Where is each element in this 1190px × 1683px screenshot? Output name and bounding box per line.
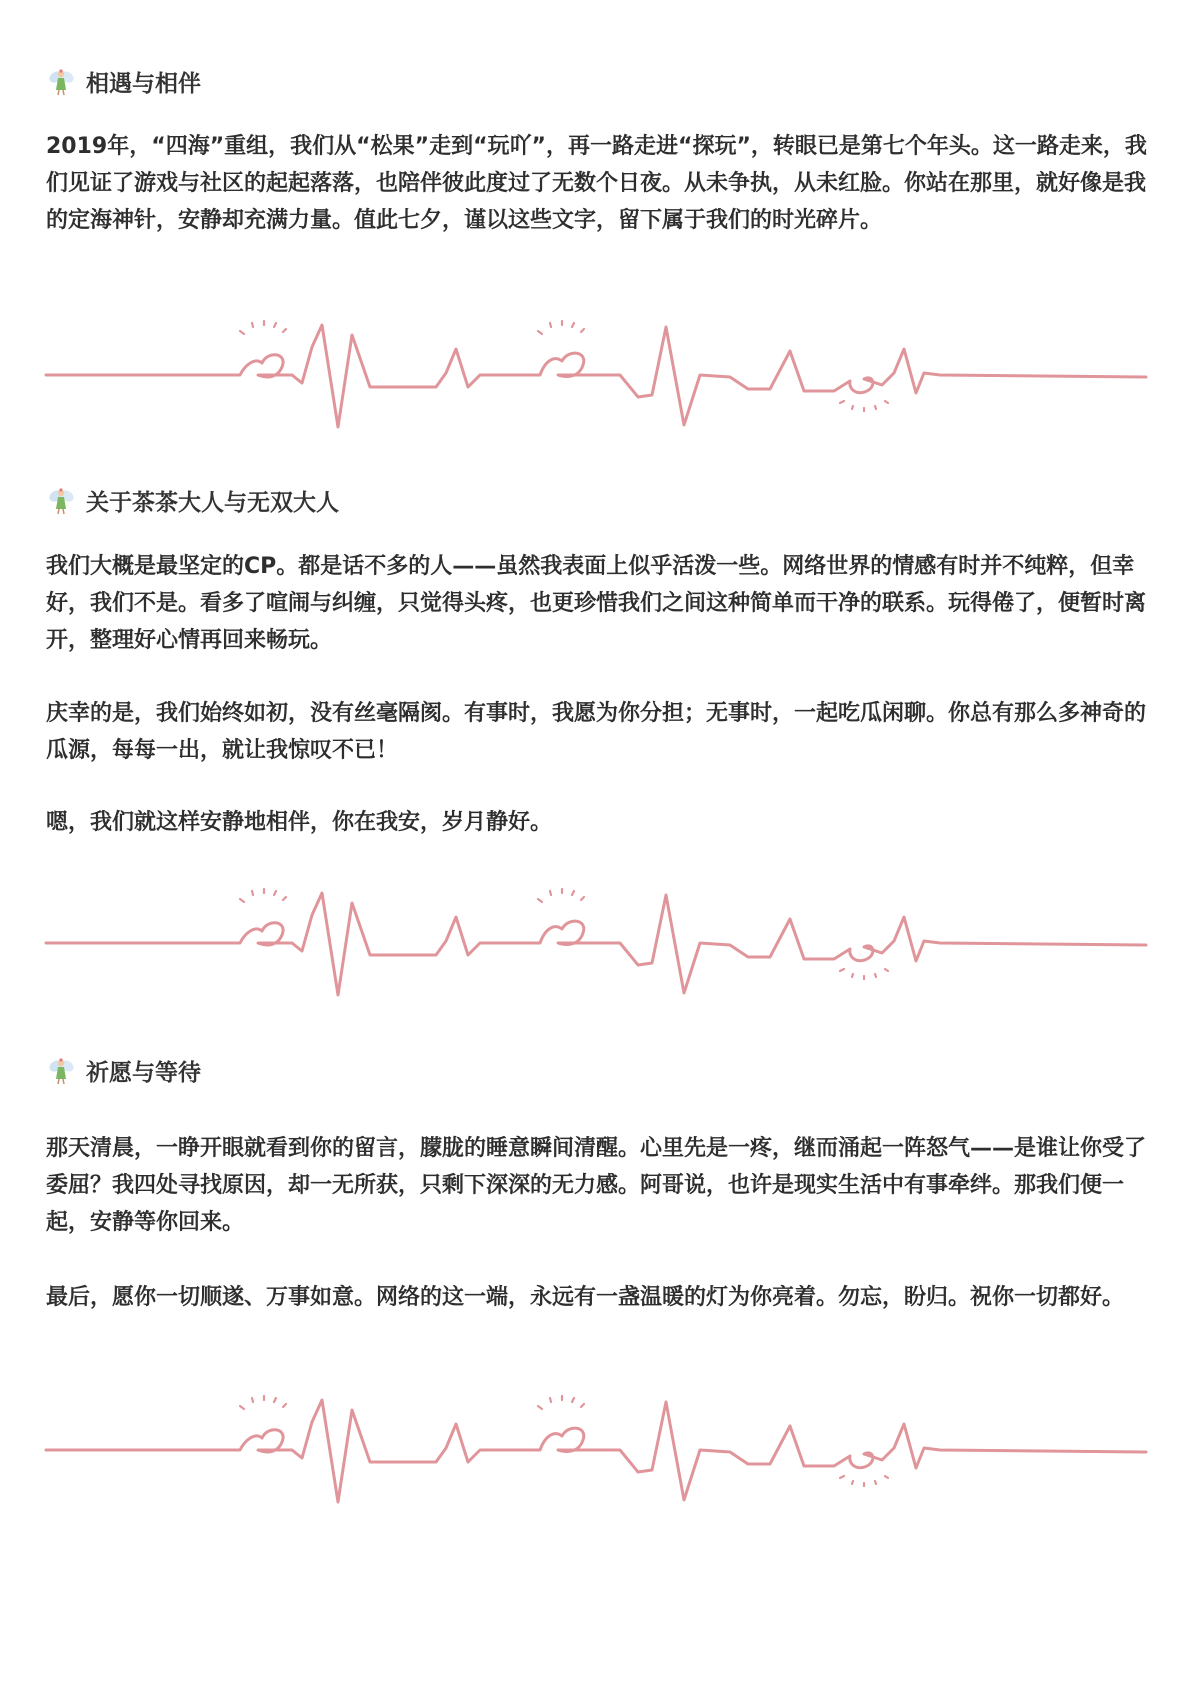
section-paragraph: 我们大概是最坚定的CP。都是话不多的人——虽然我表面上似乎活泼一些。网络世界的情感有时并不纯粹，但幸好，我们不是。看多了喧闹与纠缠，只觉得头疼，也更珍惜我们之间这种简单而干净的联系。玩得倦了，便暂时离开，整理好心情再回来畅玩。 [46, 554, 1147, 653]
section-heading [46, 483, 339, 517]
section-paragraph: 嗯，我们就这样安静地相伴，你在我安，岁月静好。 [46, 810, 553, 835]
section-paragraph: 2019年，“四海”重组，我们从“松果”走到“玩吖”，再一路走进“探玩”，转眼已是第七个年头。这一路走来，我们见证了游戏与社区的起起落落，也陪伴彼此度过了无数个日夜。从未争执，从未红脸。你站在那里，就好像是我的定海神针，安静却充满力量。值此七夕，谨以这些文字，留下属于我们的时光碎片。 [46, 134, 1147, 233]
heartbeat-divider [40, 1380, 1152, 1510]
section-title: 祈愿与等待 [86, 1059, 201, 1086]
section-title: 关于茶茶大人与无双大人 [86, 489, 339, 516]
heartbeat-divider [40, 305, 1152, 435]
fairy-icon [46, 485, 76, 515]
fairy-icon [46, 1055, 76, 1085]
section-paragraph: 庆幸的是，我们始终如初，没有丝毫隔阂。有事时，我愿为你分担；无事时，一起吃瓜闲聊。你总有那么多神奇的瓜源，每每一出，就让我惊叹不已！ [46, 701, 1147, 763]
section-paragraph: 那天清晨，一睁开眼就看到你的留言，朦胧的睡意瞬间清醒。心里先是一疼，继而涌起一阵怒气——是谁让你受了委屈？我四处寻找原因，却一无所获，只剩下深深的无力感。阿哥说，也许是现实生活中有事牵绊。那我们便一起，安静等你回来。 [46, 1136, 1147, 1235]
section-heading [46, 1053, 201, 1087]
fairy-icon [46, 66, 76, 96]
section-paragraph: 最后，愿你一切顺遂、万事如意。网络的这一端，永远有一盏温暖的灯为你亮着。勿忘，盼归。祝你一切都好。 [46, 1285, 1125, 1310]
heartbeat-divider [40, 873, 1152, 1003]
section-heading [46, 64, 201, 98]
section-title: 相遇与相伴 [86, 70, 201, 97]
